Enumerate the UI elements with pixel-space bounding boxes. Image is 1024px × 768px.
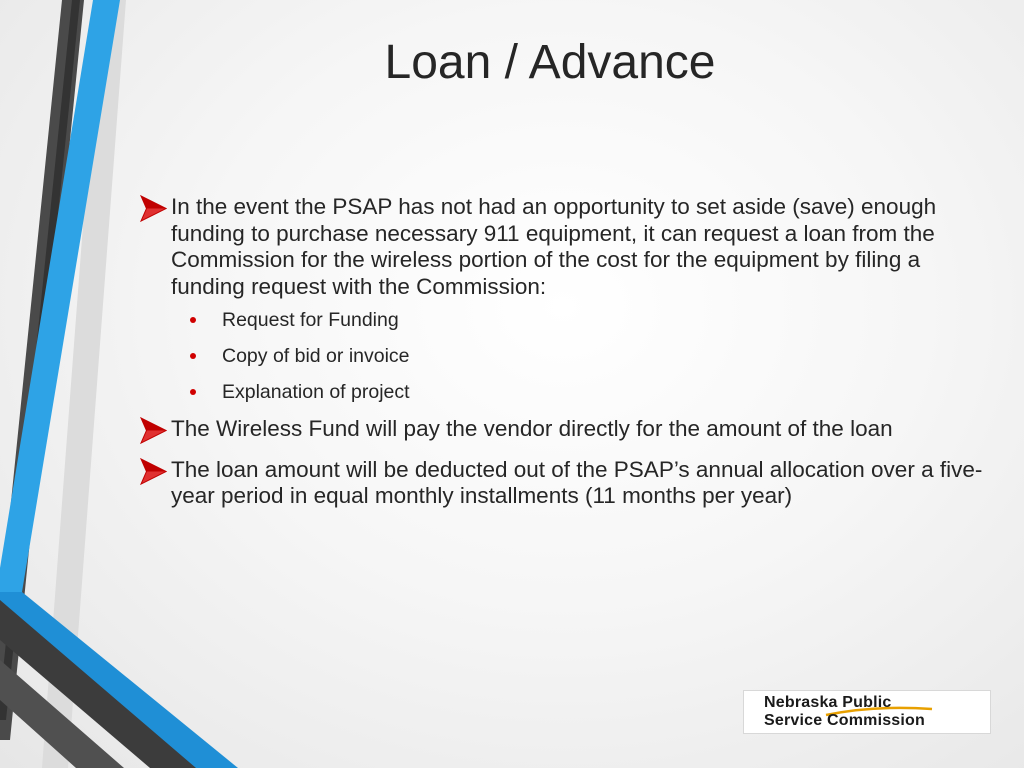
sub-bullet-list bbox=[140, 308, 1000, 404]
sub-item-text: Explanation of project bbox=[222, 381, 410, 403]
bullet-item-3-text: The loan amount will be deducted out of the PSAP’s annual allocation over a five-year period in equal monthly installments (11 months per year) bbox=[171, 456, 983, 508]
bullet-item-3 bbox=[140, 457, 1000, 510]
stripe-blue-bottom bbox=[0, 592, 238, 768]
logo-line-1: Nebraska Public bbox=[764, 694, 892, 711]
sub-item-text: Copy of bid or invoice bbox=[222, 345, 410, 367]
bullet-item-1-text: In the event the PSAP has not had an opportunity to set aside (save) enough funding to purchase necessary 911 equipment, it can request a loan from the Commission for the wireless portion of the cost for the equipment by filing a funding request with the Commission: bbox=[171, 194, 937, 299]
sub-item-text: Request for Funding bbox=[222, 309, 399, 331]
arrow-bullet-icon bbox=[140, 417, 167, 444]
bullet-item-1 bbox=[140, 194, 1000, 300]
dot-bullet-icon bbox=[190, 389, 196, 395]
bullet-item-2-text: The Wireless Fund will pay the vendor directly for the amount of the loan bbox=[171, 416, 893, 441]
arrow-bullet-icon bbox=[140, 195, 167, 222]
arrow-bullet-icon bbox=[140, 458, 167, 485]
dot-bullet-icon bbox=[190, 353, 196, 359]
sub-item-explanation bbox=[140, 380, 1000, 404]
slide-title: Loan / Advance bbox=[384, 36, 716, 89]
nebraska-psc-logo bbox=[743, 690, 991, 734]
dot-bullet-icon bbox=[190, 317, 196, 323]
sub-item-request-for-funding bbox=[140, 308, 1000, 332]
bullet-item-2 bbox=[140, 416, 1000, 443]
sub-item-copy-of-bid bbox=[140, 344, 1000, 368]
logo-line-2: Service Commission bbox=[764, 712, 925, 729]
slide-content bbox=[140, 194, 1000, 510]
